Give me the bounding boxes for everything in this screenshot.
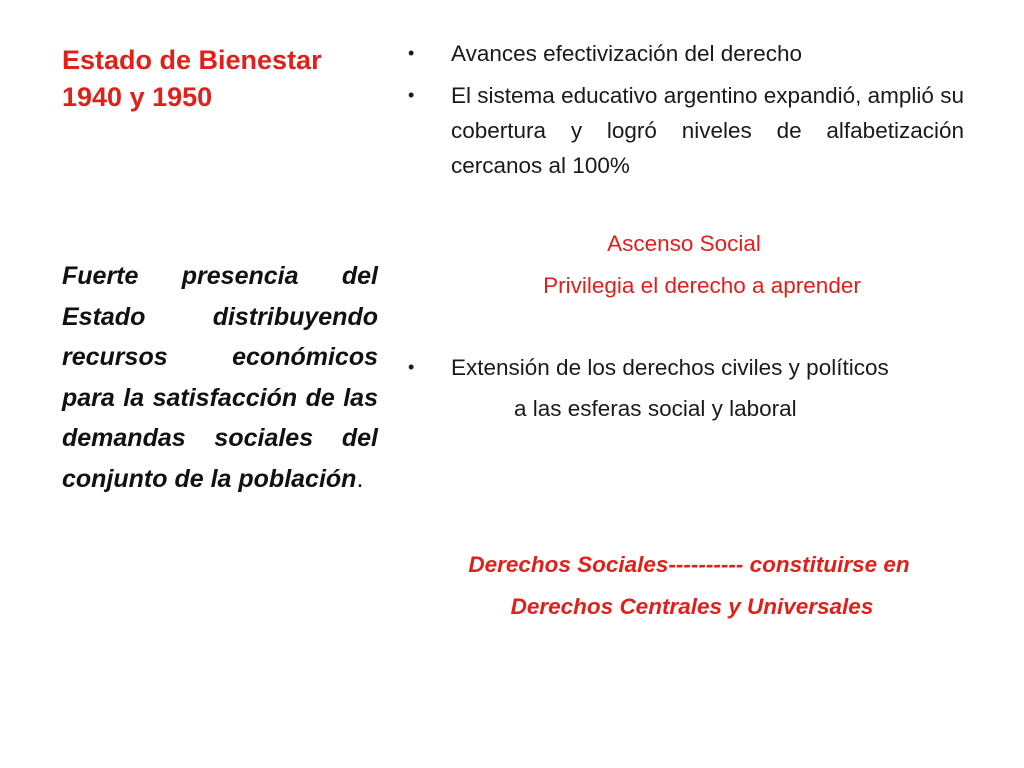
bullet-text: Extensión de los derechos civiles y políticos: [451, 355, 889, 380]
emphasis-derechos-sociales: Derechos Sociales---------- constituirse en: [468, 552, 910, 577]
left-body-trailing: .: [356, 464, 364, 493]
left-body-text: [62, 256, 378, 499]
bullet-dot-icon: •: [408, 357, 415, 377]
bullet-item: [408, 36, 964, 71]
bullet-dot-icon: •: [408, 43, 415, 63]
bullet-text: El sistema educativo argentino expandió, amplió su cobertura y logró niveles de alfabetización cercanos al 100%: [451, 83, 964, 178]
emphasis-derechos-centrales: Derechos Centrales y Universales: [510, 594, 874, 619]
left-body-main: Fuerte presencia del Estado distribuyendo recursos económicos para la satisfacción de las demandas sociales del conjunto de la población: [62, 262, 378, 493]
right-column: [408, 0, 964, 768]
bullet-item: [408, 78, 964, 183]
bullet-dot-icon: •: [408, 85, 415, 105]
bullet-text: Avances efectivización del derecho: [451, 41, 803, 66]
slide-title: [62, 42, 382, 116]
bullet-continuation: a las esferas social y laboral: [514, 396, 797, 421]
highlight-derecho-aprender: Privilegia el derecho a aprender: [543, 273, 861, 298]
slide-title-line-1: Estado de Bienestar: [62, 45, 322, 75]
slide-title-line-2: 1940 y 1950: [62, 82, 213, 112]
bullet-item: [408, 350, 964, 385]
highlight-ascenso-social: Ascenso Social: [607, 231, 761, 256]
